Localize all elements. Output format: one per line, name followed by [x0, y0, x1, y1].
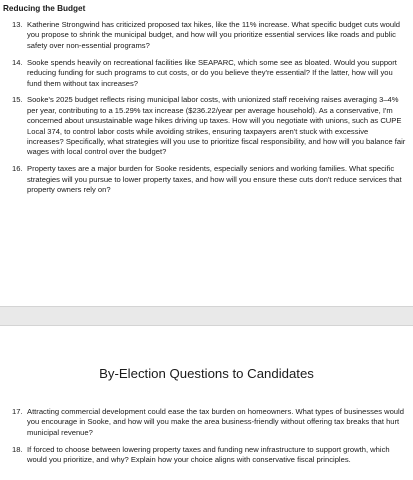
- question-item-13: [0, 20, 413, 51]
- question-number: 13.: [12, 20, 23, 29]
- question-text: Attracting commercial development could ease the tax burden on homeowners. What types of businesses would you encourage in Sooke, and how will you make the area business-friendly without offering tax breaks that hurt municipal revenue?: [27, 407, 404, 437]
- question-text: Katherine Strongwind has criticized proposed tax hikes, like the 11% increase. What specific budget cuts would you propose to shrink the municipal budget, and how will you prioritize essential services like roads and public safety over non-essential programs?: [27, 20, 400, 50]
- question-item-15: [0, 95, 413, 157]
- question-number: 14.: [12, 57, 23, 67]
- section-heading-by-election: By-Election Questions to Candidates: [99, 366, 314, 381]
- question-item-18: [0, 445, 413, 466]
- page-separator: [0, 306, 413, 326]
- question-text: Property taxes are a major burden for Sooke residents, especially seniors and working families. What specific strategies will you pursue to lower property taxes, and how will you ensure these cuts don't reduce services that property owners rely on?: [27, 164, 402, 195]
- question-text: Sooke's 2025 budget reflects rising municipal labor costs, with unionized staff receiving raises averaging 3–4% per year, contributing to a 15.29% tax increase ($236.22/year per average household). As a conservative, I'm concerned about unsustainable wage hikes driving up taxes. How will you negotiate with unions, such as CUPE Local 374, to control labor costs while avoiding strikes, ensuring taxpayers aren't stuck with excessive increases? Specifically, what strategies will you use to prioritize fiscal responsibility, and how will you balance fair wages with local control over the budget?: [27, 95, 406, 157]
- question-number: 16.: [12, 164, 23, 174]
- question-item-14: [0, 58, 413, 89]
- question-number: 15.: [12, 95, 23, 105]
- question-text: If forced to choose between lowering property taxes and funding new infrastructure to support growth, which would you prioritize, and why? Explain how your choice aligns with conservative fiscal principles.: [27, 444, 390, 465]
- question-number: 17.: [12, 407, 23, 416]
- question-number: 18.: [12, 444, 23, 454]
- question-list-budget: [0, 20, 413, 202]
- document-page-bottom: [0, 326, 413, 480]
- question-list-by-election: [0, 407, 413, 472]
- section-heading-reducing-budget: Reducing the Budget: [3, 4, 86, 13]
- question-item-16: [0, 164, 413, 195]
- question-text: Sooke spends heavily on recreational facilities like SEAPARC, which some see as bloated. Would you support reducing funding for such programs to cut costs, or do you believe they're essential? If the latter, how will you fund them without tax increases?: [27, 57, 397, 88]
- question-item-17: [0, 407, 413, 438]
